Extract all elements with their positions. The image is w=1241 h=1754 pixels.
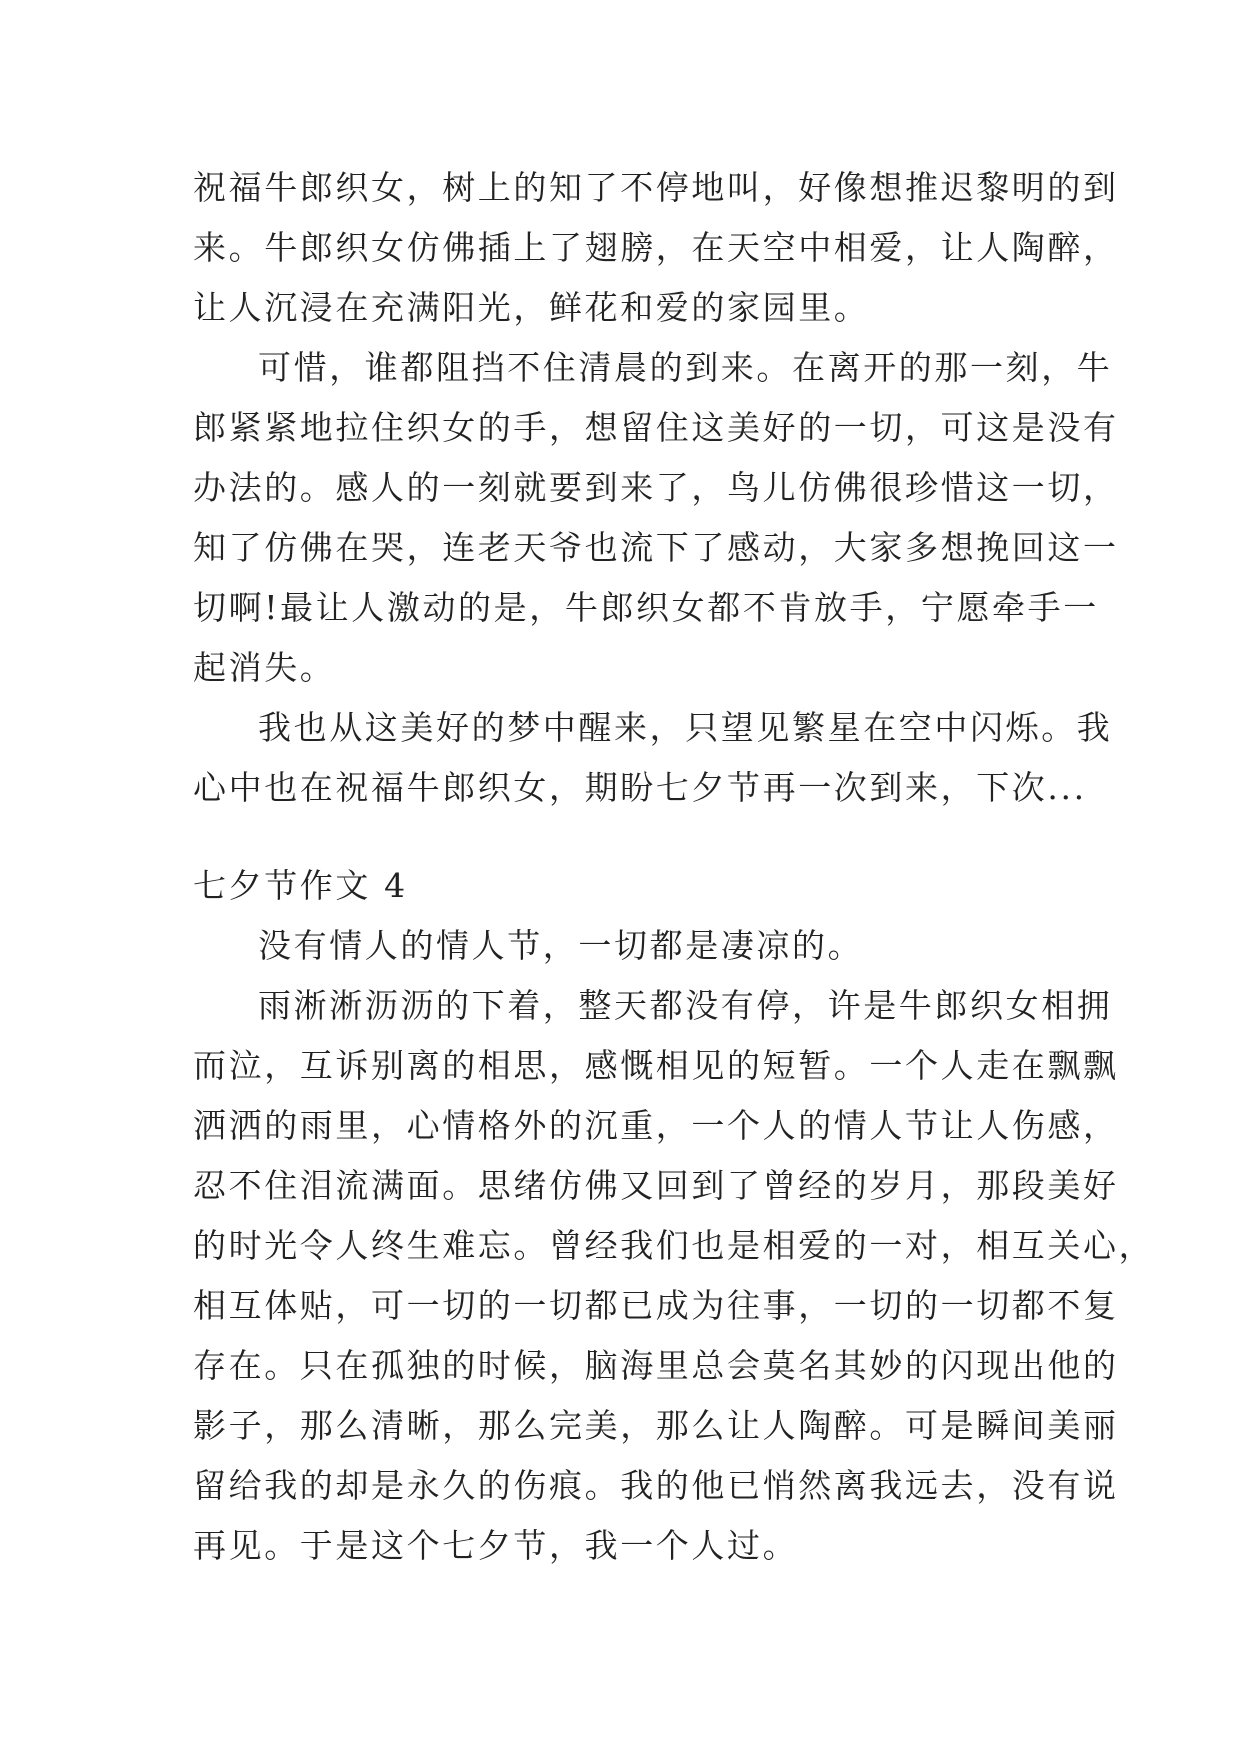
text-line: 可惜，谁都阻挡不住清晨的到来。在离开的那一刻，牛 <box>258 348 1113 387</box>
text-line: 忍不住泪流满面。思绪仿佛又回到了曾经的岁月，那段美好 <box>193 1166 1119 1205</box>
text-line: 祝福牛郎织女，树上的知了不停地叫，好像想推迟黎明的到 <box>193 168 1119 207</box>
section-heading: 七夕节作文 4 <box>193 866 408 905</box>
text-line: 起消失。 <box>193 648 336 687</box>
text-line: 郎紧紧地拉住织女的手，想留住这美好的一切，可这是没有 <box>193 408 1119 447</box>
text-line: 心中也在祝福牛郎织女，期盼七夕节再一次到来，下次... <box>193 768 1087 807</box>
text-line: 切啊!最让人激动的是，牛郎织女都不肯放手，宁愿牵手一 <box>193 588 1099 627</box>
text-line: 雨淅淅沥沥的下着，整天都没有停，许是牛郎织女相拥 <box>258 986 1113 1025</box>
text-line: 洒洒的雨里，心情格外的沉重，一个人的情人节让人伤感， <box>193 1106 1119 1145</box>
text-line: 我也从这美好的梦中醒来，只望见繁星在空中闪烁。我 <box>258 708 1113 747</box>
text-line: 而泣，互诉别离的相思，感慨相见的短暂。一个人走在飘飘 <box>193 1046 1119 1085</box>
text-line: 来。牛郎织女仿佛插上了翅膀，在天空中相爱，让人陶醉， <box>193 228 1119 267</box>
text-line: 的时光令人终生难忘。曾经我们也是相爱的一对，相互关心， <box>193 1226 1155 1265</box>
text-line: 存在。只在孤独的时候，脑海里总会莫名其妙的闪现出他的 <box>193 1346 1119 1385</box>
text-line: 没有情人的情人节，一切都是凄凉的。 <box>258 926 864 965</box>
text-line: 办法的。感人的一刻就要到来了，鸟儿仿佛很珍惜这一切， <box>193 468 1119 507</box>
text-line: 再见。于是这个七夕节，我一个人过。 <box>193 1526 799 1565</box>
text-line: 影子，那么清晰，那么完美，那么让人陶醉。可是瞬间美丽 <box>193 1406 1119 1445</box>
text-line: 留给我的却是永久的伤痕。我的他已悄然离我远去，没有说 <box>193 1466 1119 1505</box>
text-line: 知了仿佛在哭，连老天爷也流下了感动，大家多想挽回这一 <box>193 528 1119 567</box>
text-line: 相互体贴，可一切的一切都已成为往事，一切的一切都不复 <box>193 1286 1119 1325</box>
text-line: 让人沉浸在充满阳光，鲜花和爱的家园里。 <box>193 288 870 327</box>
